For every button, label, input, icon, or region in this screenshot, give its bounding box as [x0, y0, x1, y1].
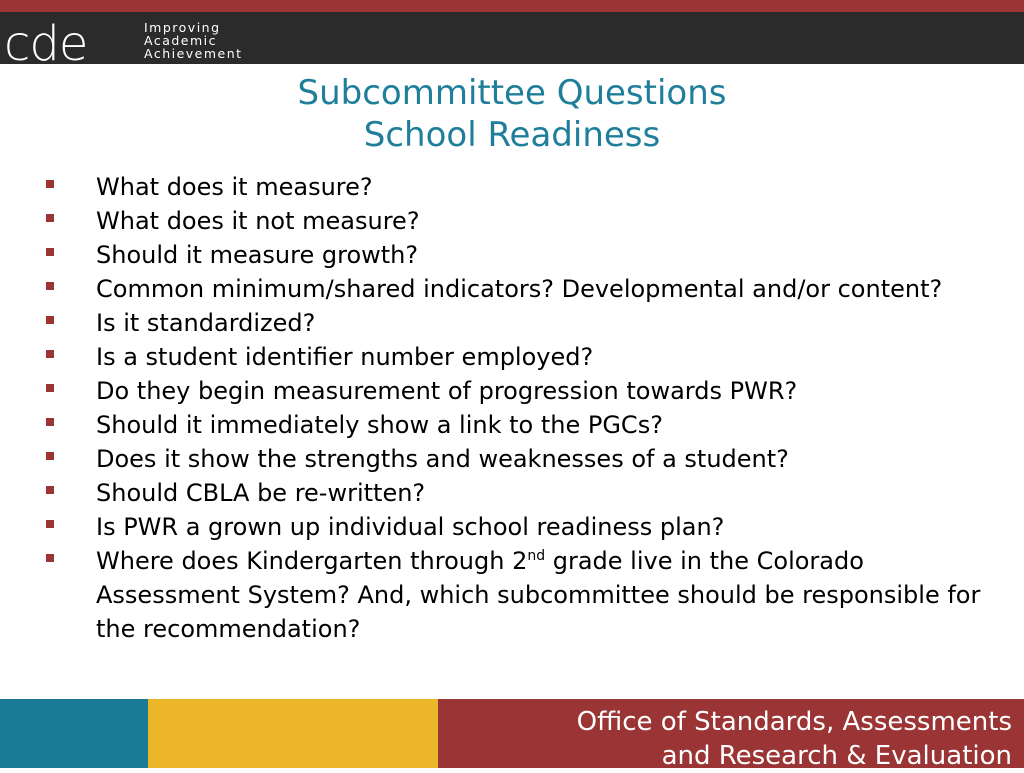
bullet-text: Should it measure growth?	[96, 241, 419, 269]
footer-red-block	[438, 699, 1024, 771]
list-item	[44, 442, 1004, 476]
list-item	[44, 204, 1004, 238]
bullet-text: What does it measure?	[96, 173, 373, 201]
bullet-text: Should it immediately show a link to the PGCs?	[96, 411, 663, 439]
list-item	[44, 170, 1004, 204]
bullet-text: Is it standardized?	[96, 309, 316, 337]
list-item	[44, 476, 1004, 510]
title-line-2: School Readiness	[363, 115, 661, 155]
bullet-text: Is a student identifier number employed?	[96, 343, 594, 371]
title-line-1: Subcommittee Questions	[297, 73, 727, 113]
tagline-line: Improving	[144, 20, 221, 35]
bullet-text: Should CBLA be re-written?	[96, 479, 426, 507]
footer-line-1: Office of Standards, Assessments	[576, 707, 1012, 737]
footer	[0, 699, 1024, 771]
tagline-line: Academic	[144, 33, 218, 48]
bullet-square-icon	[46, 282, 54, 290]
bullet-text: Do they begin measurement of progression towards PWR?	[96, 377, 798, 405]
bullet-text: Common minimum/shared indicators? Developmental and/or content?	[96, 275, 943, 303]
list-item	[44, 272, 1004, 306]
footer-teal-block	[0, 699, 148, 768]
bullet-square-icon	[46, 214, 54, 222]
bullet-square-icon	[46, 316, 54, 324]
list-item	[44, 306, 1004, 340]
bullet-square-icon	[46, 520, 54, 528]
list-item	[44, 544, 1004, 646]
bullet-square-icon	[46, 384, 54, 392]
header-bar	[0, 12, 1024, 72]
list-item	[44, 408, 1004, 442]
list-item	[44, 340, 1004, 374]
bullet-text-before: Where does Kindergarten through 2	[96, 547, 528, 575]
footer-yellow-block	[148, 699, 438, 768]
page-title	[0, 72, 1024, 156]
ordinal-superscript: nd	[527, 548, 546, 564]
list-item	[44, 374, 1004, 408]
bullet-square-icon	[46, 180, 54, 188]
bullet-square-icon	[46, 350, 54, 358]
bullet-square-icon	[46, 554, 54, 562]
bullet-text: Is PWR a grown up individual school readiness plan?	[96, 513, 725, 541]
bullet-square-icon	[46, 452, 54, 460]
bullet-text-after: grade live in the Colorado Assessment System? And, which subcommittee should be responsible for the recommendation?	[96, 547, 981, 643]
footer-office-name	[577, 705, 1012, 773]
bullet-text: What does it not measure?	[96, 207, 420, 235]
list-item	[44, 238, 1004, 272]
cde-logo: cde	[4, 16, 88, 72]
bullet-square-icon	[46, 418, 54, 426]
top-stripe	[0, 0, 1024, 12]
bullet-square-icon	[46, 248, 54, 256]
tagline	[144, 21, 243, 60]
footer-line-2: and Research & Evaluation	[661, 741, 1012, 771]
bullet-list	[44, 170, 1004, 646]
tagline-line: Achievement	[144, 46, 243, 61]
bullet-text: Does it show the strengths and weaknesses of a student?	[96, 445, 789, 473]
list-item	[44, 510, 1004, 544]
bullet-square-icon	[46, 486, 54, 494]
